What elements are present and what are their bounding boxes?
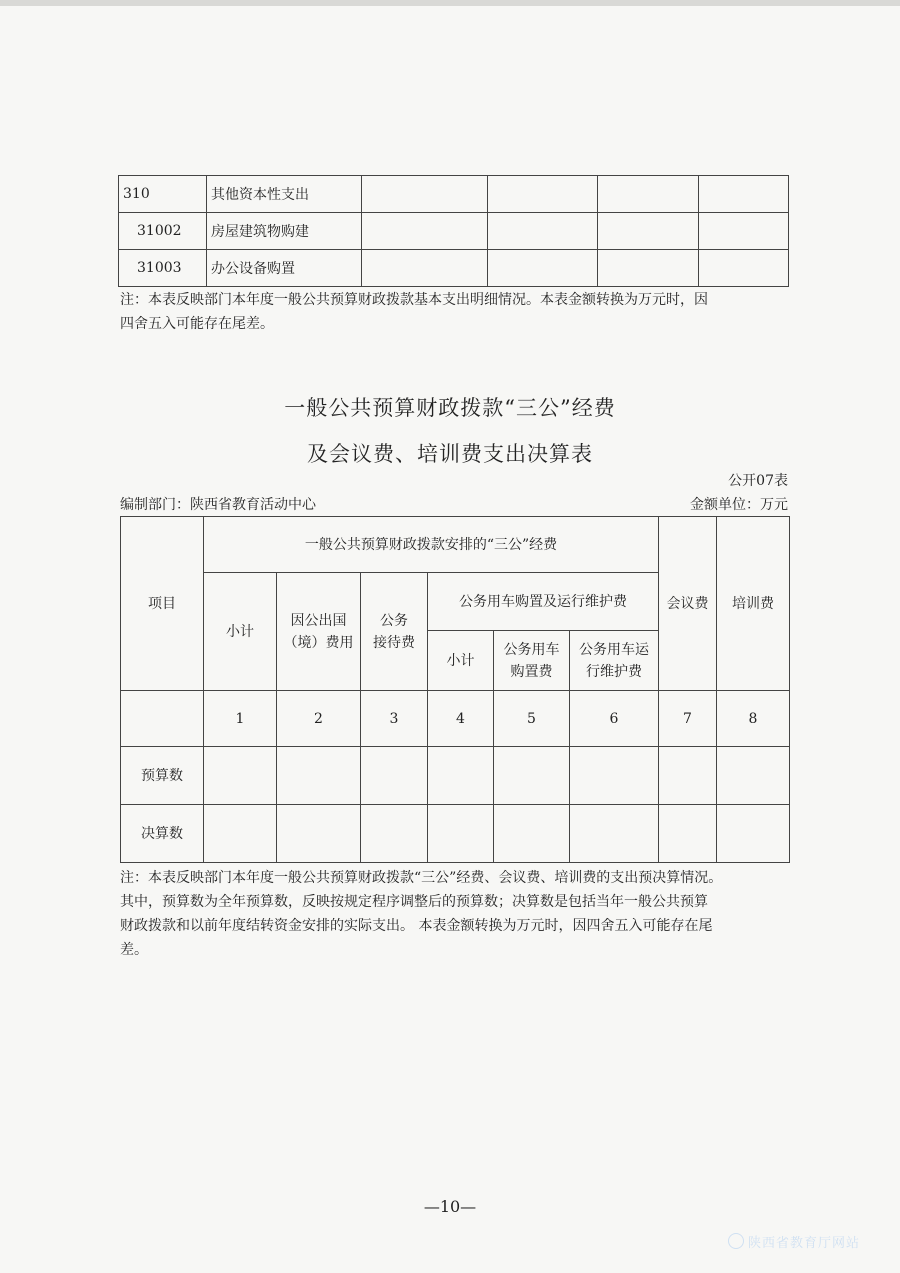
econ-name: 房屋建筑物购建 bbox=[207, 213, 362, 250]
top-table-note: 注：本表反映部门本年度一般公共预算财政拨款基本支出明细情况。本表金额转换为万元时，因 四舍五入可能存在尾差。 bbox=[120, 292, 708, 332]
column-number: 3 bbox=[361, 691, 428, 747]
row-label-budget: 预算数 bbox=[121, 747, 204, 805]
amount-unit: 金额单位：万元 bbox=[690, 497, 788, 513]
column-number: 8 bbox=[717, 691, 790, 747]
header-vehicle-purchase: 公务用车 购置费 bbox=[494, 631, 570, 691]
header-abroad-fee: 因公出国 （境）费用 bbox=[277, 573, 361, 691]
column-number: 2 bbox=[277, 691, 361, 747]
bottom-table-note: 注：本表反映部门本年度一般公共预算财政拨款“三公”经费、会议费、培训费的支出预决算情况。 其中，预算数为全年预算数，反映按规定程序调整后的预算数；决算数是包括当年一般公共预算 财政拨款和以前年度结转资金安排的实际支出。 本表金额转换为万元时，因四舍五入可能存在尾 差。 bbox=[120, 870, 723, 958]
table-row bbox=[121, 805, 790, 863]
page-number: —10— bbox=[423, 1197, 477, 1216]
watermark-logo-icon bbox=[728, 1233, 744, 1249]
econ-name: 办公设备购置 bbox=[207, 250, 362, 287]
header-vehicle-subtotal: 小计 bbox=[428, 631, 494, 691]
expense-detail-table bbox=[118, 175, 789, 287]
header-meeting-fee: 会议费 bbox=[659, 517, 717, 691]
report-title-line1: 一般公共预算财政拨款“三公”经费 bbox=[284, 396, 616, 420]
row-label-final: 决算数 bbox=[121, 805, 204, 863]
table-row bbox=[121, 747, 790, 805]
header-vehicle-maintenance: 公务用车运 行维护费 bbox=[570, 631, 659, 691]
table-row bbox=[119, 250, 789, 287]
column-number: 1 bbox=[204, 691, 277, 747]
table-row bbox=[119, 213, 789, 250]
econ-code: 310 bbox=[119, 176, 207, 213]
column-number: 7 bbox=[659, 691, 717, 747]
header-reception-fee: 公务 接待费 bbox=[361, 573, 428, 691]
table-row bbox=[119, 176, 789, 213]
column-number-row bbox=[121, 691, 790, 747]
table-id: 公开07表 bbox=[728, 473, 788, 489]
three-public-expense-table bbox=[120, 516, 790, 863]
econ-code: 31003 bbox=[119, 250, 207, 287]
column-number: 4 bbox=[428, 691, 494, 747]
header-training-fee: 培训费 bbox=[717, 517, 790, 691]
column-number: 5 bbox=[494, 691, 570, 747]
report-title-line2: 及会议费、培训费支出决算表 bbox=[307, 442, 593, 466]
watermark: 陕西省教育厅网站 bbox=[728, 1232, 860, 1251]
header-item: 项目 bbox=[121, 517, 204, 691]
econ-code: 31002 bbox=[119, 213, 207, 250]
header-three-public-group: 一般公共预算财政拨款安排的“三公”经费 bbox=[204, 517, 659, 573]
econ-name: 其他资本性支出 bbox=[207, 176, 362, 213]
organization: 编制部门：陕西省教育活动中心 bbox=[120, 497, 316, 513]
column-number: 6 bbox=[570, 691, 659, 747]
page-top-edge bbox=[0, 0, 900, 6]
header-subtotal: 小计 bbox=[204, 573, 277, 691]
header-vehicle-group: 公务用车购置及运行维护费 bbox=[428, 573, 659, 631]
